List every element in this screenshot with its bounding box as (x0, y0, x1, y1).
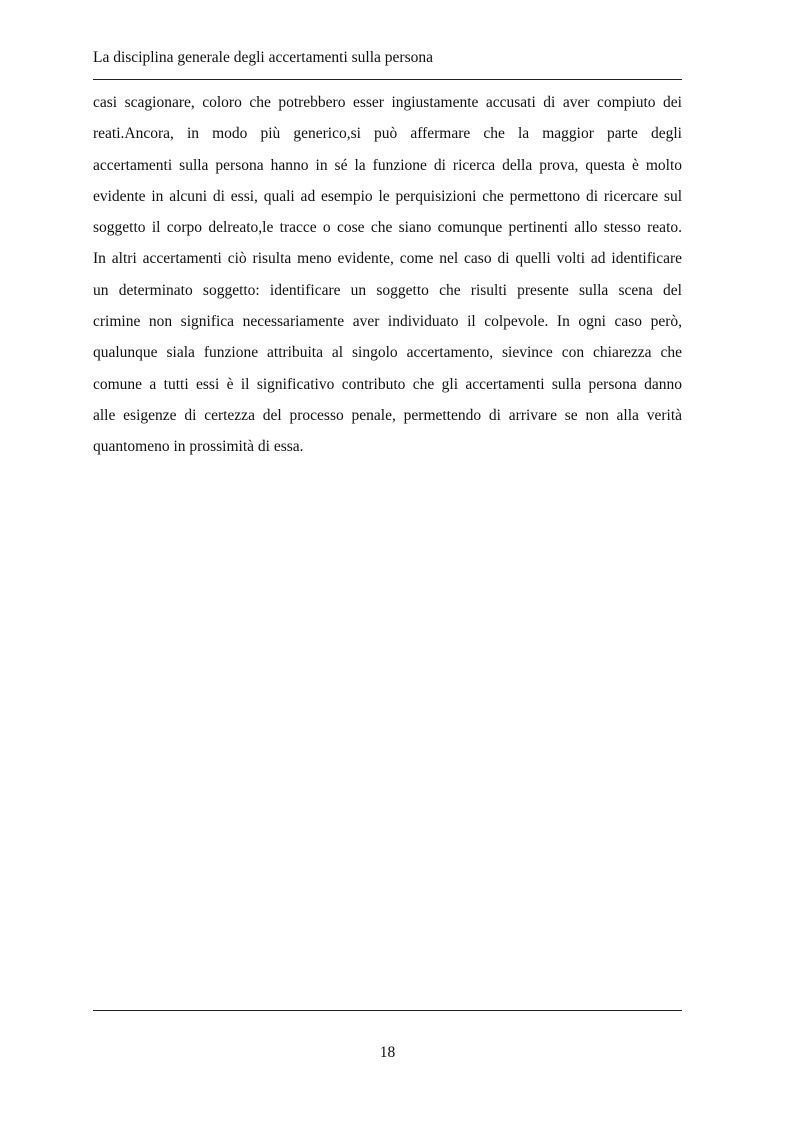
text-line: crimine non significa necessariamente aver individuato il colpevole. In ogni caso però, (93, 313, 682, 331)
footer-rule (93, 1010, 682, 1011)
text-line: accertamenti sulla persona hanno in sé la funzione di ricerca della prova, questa è molto (93, 156, 682, 174)
text-line: alle esigenze di certezza del processo penale, permettendo di arrivare se non alla verità (93, 406, 682, 424)
running-header: La disciplina generale degli accertamenti sulla persona (93, 49, 433, 66)
header-rule (93, 79, 682, 80)
text-line: soggetto il corpo delreato,le tracce o cose che siano comunque pertinenti allo stesso reato. (93, 219, 682, 237)
text-line: reati.Ancora, in modo più generico,si può affermare che la maggior parte degli (93, 125, 682, 143)
text-line: In altri accertamenti ciò risulta meno evidente, come nel caso di quelli volti ad identificare (93, 250, 682, 268)
text-line: evidente in alcuni di essi, quali ad esempio le perquisizioni che permettono di ricercare sul (93, 187, 682, 205)
text-line: un determinato soggetto: identificare un soggetto che risulti presente sulla scena del (93, 281, 682, 299)
page-number: 18 (379, 1044, 396, 1061)
body-paragraph (93, 87, 682, 463)
text-line: comune a tutti essi è il significativo contributo che gli accertamenti sulla persona danno (93, 375, 682, 393)
text-line: quantomeno in prossimità di essa. (93, 438, 304, 456)
text-line: qualunque siala funzione attribuita al singolo accertamento, sievince con chiarezza che (93, 344, 682, 362)
text-line: casi scagionare, coloro che potrebbero esser ingiustamente accusati di aver compiuto dei (93, 94, 682, 111)
